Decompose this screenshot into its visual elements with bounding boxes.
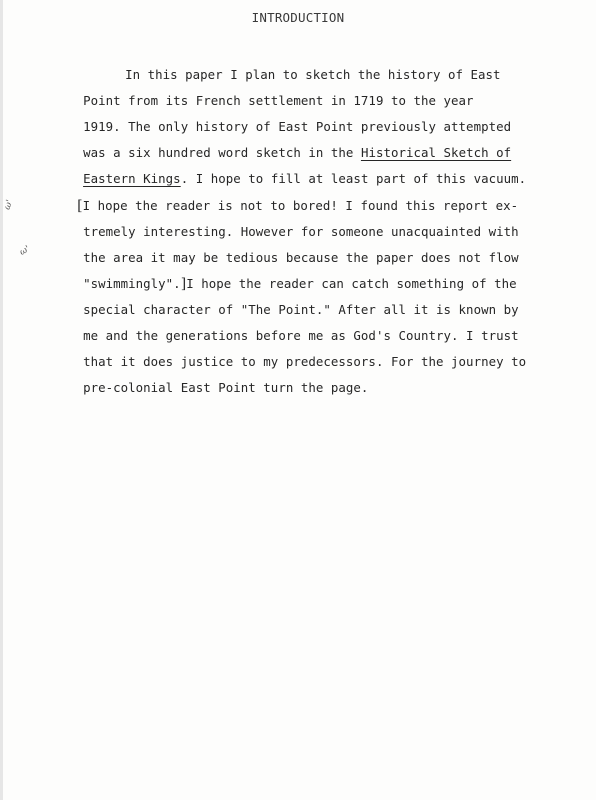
line-text: . I hope to fill at least part of this vacuum. xyxy=(180,171,527,187)
line-text: "swimmingly". xyxy=(83,275,181,291)
line-text: 1919. The only history of East Point previously attempted xyxy=(83,119,512,135)
page-title: INTRODUCTION xyxy=(251,10,345,25)
page-edge xyxy=(0,0,3,800)
document-body xyxy=(38,36,578,396)
handwritten-bracket-open: [ xyxy=(77,197,83,214)
book-title-underlined: Historical Sketch of xyxy=(360,145,512,161)
margin-mark-upper: ω' xyxy=(2,198,16,212)
margin-mark-lower: ω' xyxy=(18,244,32,258)
line-text: pre-colonial East Point turn the page. xyxy=(83,380,369,396)
line-text: Point from its French settlement in 1719 to the year xyxy=(83,93,474,109)
line-text: I hope the reader is not to bored! I found this report ex- xyxy=(82,197,519,213)
line-text: the area it may be tedious because the paper does not flow xyxy=(83,249,519,265)
handwritten-bracket-close: ] xyxy=(180,275,187,292)
line-text: me and the generations before me as God's Country. I trust xyxy=(83,328,519,344)
line-text: I hope the reader can catch something of the xyxy=(186,275,517,291)
book-title-underlined: Eastern Kings xyxy=(83,171,181,187)
line-text: In this paper I plan to sketch the history of East xyxy=(125,67,501,83)
line-text: that it does justice to my predecessors. For the journey to xyxy=(83,354,527,370)
line-text: special character of "The Point." After all it is known by xyxy=(83,301,519,317)
line-text: tremely interesting. However for someone unacquainted with xyxy=(83,223,519,239)
line-text: was a six hundred word sketch in the xyxy=(83,145,361,161)
paragraph-line xyxy=(38,36,578,83)
